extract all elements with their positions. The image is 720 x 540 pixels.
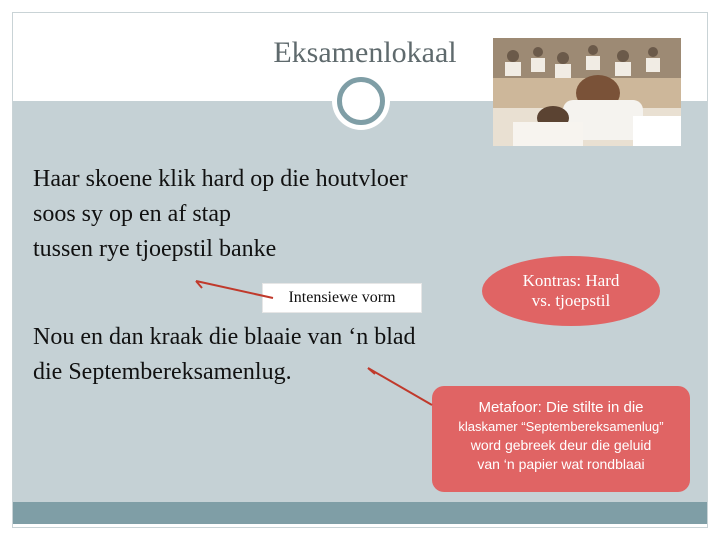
poem-line: Nou en dan kraak die blaaie van ‘n blad [33,324,416,350]
poem-line: tussen rye tjoepstil banke [33,236,277,262]
poem-line: Haar skoene klik hard op die houtvloer [33,166,408,192]
arrow-line-metafoor [368,368,432,405]
intensiewe-vorm-label: Intensiewe vorm [262,283,422,313]
slide-title: Eksamenlokaal [273,36,457,69]
metafoor-line: van ‘n papier wat rondblaai [477,456,645,472]
arrow-line-intensiewe [196,281,273,298]
metafoor-line: klaskamer “Septembereksamenlug” [458,419,664,434]
poem-line: soos sy op en af stap [33,201,231,227]
kontras-line: vs. tjoepstil [531,291,611,310]
poem-line: die Septembereksamenlug. [33,359,292,385]
metafoor-line: word gebreek deur die geluid [470,437,652,453]
metafoor-line: Metafoor: Die stilte in die [478,399,644,416]
kontras-line: Kontras: Hard [522,271,620,290]
